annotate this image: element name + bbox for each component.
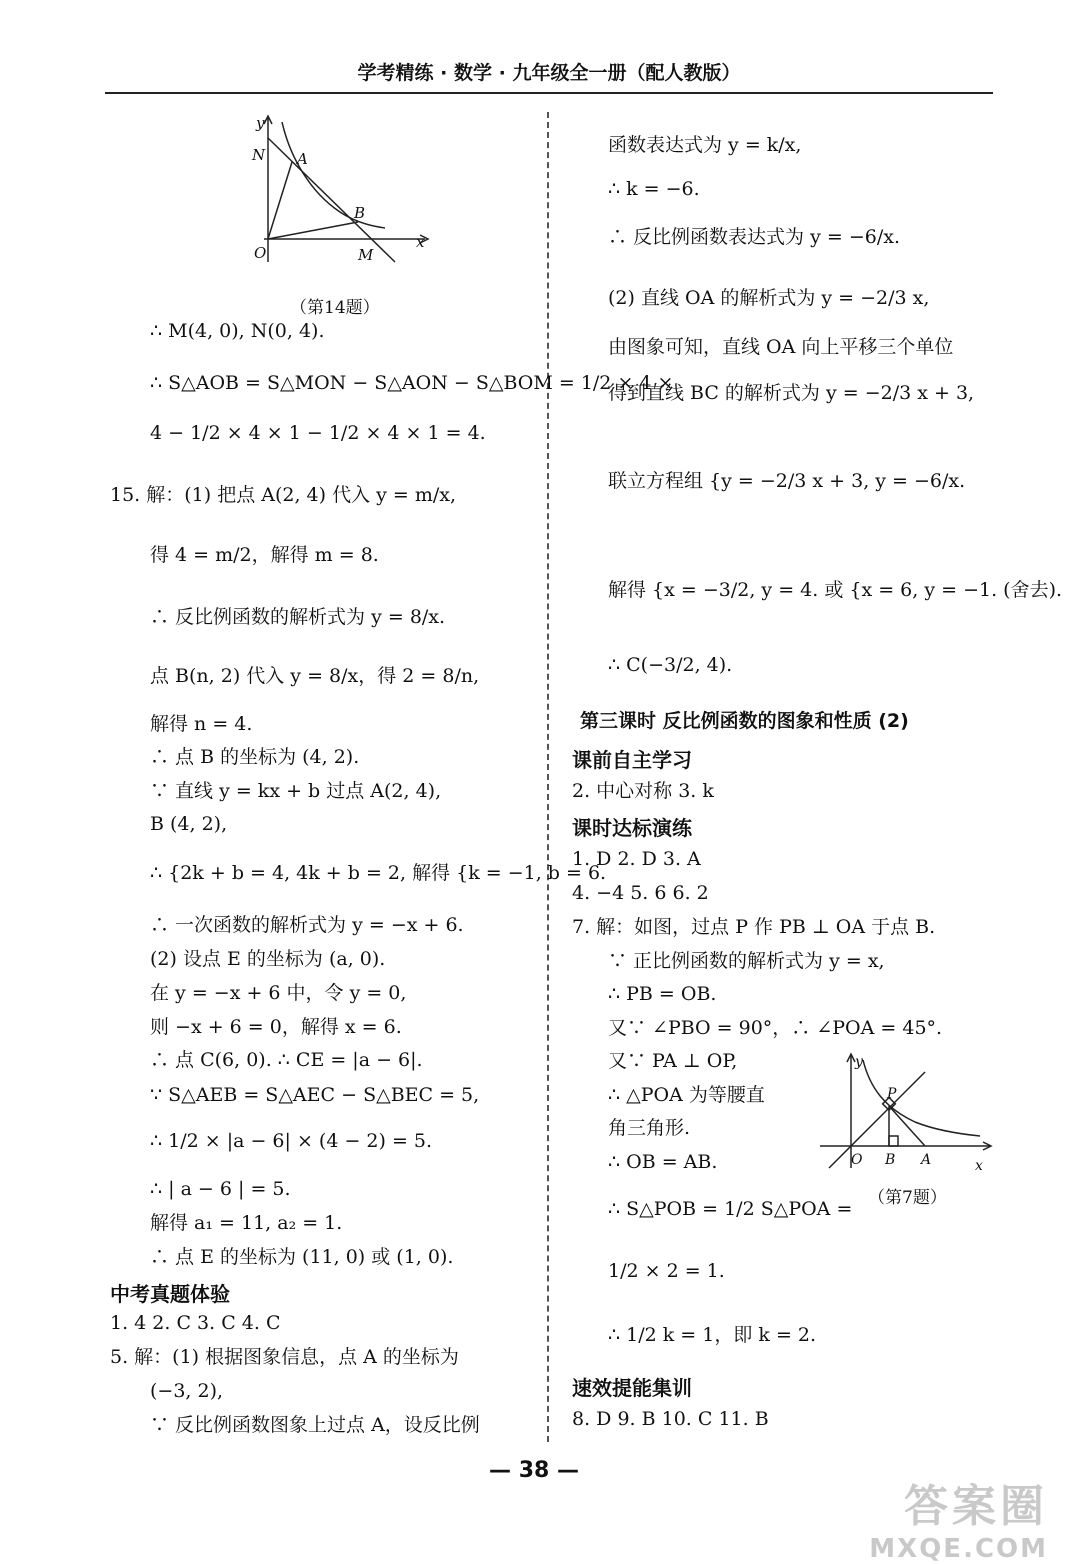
left-line: ∴ 点 E 的坐标为 (11, 0) 或 (1, 0). [150,1246,454,1268]
left-line: ∴ 反比例函数的解析式为 y = 8/x. [150,606,446,628]
subsection-drill: 速效提能集训 [572,1376,692,1400]
left-line: ∴ 点 B 的坐标为 (4, 2). [150,746,360,768]
right-line: 由图象可知，直线 OA 向上平移三个单位 [608,336,954,358]
right-sub1-line: 2. 中心对称 3. k [572,780,714,802]
left-line: (2) 设点 E 的坐标为 (a, 0). [150,948,386,970]
right-line2: 1. D 2. D 3. A [572,848,701,870]
lesson-title: 第三课时 反比例函数的图象和性质 (2) [580,710,909,732]
right-line: 联立方程组 {y = −2/3 x + 3, y = −6/x. [608,470,966,492]
left-line: ∴ | a − 6 | = 5. [150,1178,291,1200]
fig14-label-y: y [256,114,265,132]
right-line2: ∴ 1/2 k = 1，即 k = 2. [608,1324,817,1346]
subsection-practice: 课时达标演练 [572,816,692,840]
right-line2: ∵ 正比例函数的解析式为 y = x, [608,950,885,972]
left-line: B (4, 2), [150,813,228,835]
header-rule [105,92,993,94]
right-line2: 4. −4 5. 6 6. 2 [572,882,709,904]
fig14-label-x: x [416,233,425,251]
left-line: 15. 解：(1) 把点 A(2, 4) 代入 y = m/x, [110,484,457,506]
fig7-label-a: A [921,1152,932,1168]
right-line2: 1/2 × 2 = 1. [608,1260,725,1282]
right-line: 函数表达式为 y = k/x, [608,134,802,156]
fig14-label-b: B [354,204,366,222]
fig14-label-o: O [254,244,267,262]
right-line2: ∴ △POA 为等腰直 [608,1084,765,1106]
left-line: ∴ 一次函数的解析式为 y = −x + 6. [150,914,464,936]
left-line: ∴ S△AOB = S△MON − S△AON − S△BOM = 1/2 × 4 × [150,372,674,394]
left-line: 解得 a₁ = 11, a₂ = 1. [150,1212,343,1234]
left-line2: 1. 4 2. C 3. C 4. C [110,1312,281,1334]
right-line: 得到直线 BC 的解析式为 y = −2/3 x + 3, [608,382,975,404]
right-line2: 7. 解：如图，过点 P 作 PB ⊥ OA 于点 B. [572,916,936,938]
fig14-label-m: M [358,246,374,264]
page-header: 学考精练 · 数学 · 九年级全一册（配人教版） [357,62,741,84]
left-line: 解得 n = 4. [150,713,253,735]
figure-7 [815,1048,995,1178]
left-line: ∵ S△AEB = S△AEC − S△BEC = 5, [150,1084,480,1106]
right-sub3-line: 8. D 9. B 10. C 11. B [572,1408,769,1430]
right-line2: 角三角形. [608,1117,691,1139]
left-line2: (−3, 2), [150,1380,224,1402]
fig14-label-a: A [297,150,308,168]
left-line: ∴ M(4, 0), N(0, 4). [150,320,325,342]
fig7-label-y: y [855,1054,863,1070]
right-line2: ∴ OB = AB. [608,1151,718,1173]
subsection-preclass: 课前自主学习 [572,748,692,772]
right-line: 解得 {x = −3/2, y = 4. 或 {x = 6, y = −1. (舍去). [608,579,1063,601]
left-line2: 5. 解：(1) 根据图象信息，点 A 的坐标为 [110,1346,459,1368]
fig14-caption: （第14题） [290,298,380,318]
left-line: 则 −x + 6 = 0，解得 x = 6. [150,1016,402,1038]
fig7-label-b: B [885,1152,896,1168]
fig7-label-p: P [887,1086,897,1102]
right-line2: 又∵ ∠PBO = 90°，∴ ∠POA = 45°. [608,1017,943,1039]
left-line: ∴ 1/2 × |a − 6| × (4 − 2) = 5. [150,1130,433,1152]
right-line: ∴ 反比例函数表达式为 y = −6/x. [608,226,900,248]
fig7-label-o: O [851,1152,863,1168]
left-line: ∴ {2k + b = 4, 4k + b = 2, 解得 {k = −1, b = 6. [150,862,607,884]
page-number: — 38 — [489,1458,579,1483]
section-title-zhongkao: 中考真题体验 [110,1282,230,1306]
left-line2: ∵ 反比例函数图象上过点 A，设反比例 [150,1414,480,1436]
left-line: 在 y = −x + 6 中，令 y = 0, [150,982,407,1004]
left-line: 得 4 = m/2，解得 m = 8. [150,544,379,566]
fig7-caption: （第7题） [868,1188,947,1208]
right-line: (2) 直线 OA 的解析式为 y = −2/3 x, [608,287,930,309]
figure-14 [240,112,440,272]
right-line: ∴ C(−3/2, 4). [608,654,733,676]
left-line: ∵ 直线 y = kx + b 过点 A(2, 4), [150,780,442,802]
watermark-logo: 答案圈 MXQE.COM [869,1481,1048,1564]
fig14-label-n: N [252,146,266,164]
right-line2: 又∵ PA ⊥ OP, [608,1050,738,1072]
left-line: ∴ 点 C(6, 0). ∴ CE = |a − 6|. [150,1049,423,1071]
right-line2: ∴ S△POB = 1/2 S△POA = [608,1198,853,1220]
right-line: ∴ k = −6. [608,178,700,200]
right-line2: ∴ PB = OB. [608,983,717,1005]
left-line: 点 B(n, 2) 代入 y = 8/x，得 2 = 8/n, [150,665,480,687]
column-divider [547,112,549,1442]
fig7-label-x: x [975,1158,983,1174]
left-line: 4 − 1/2 × 4 × 1 − 1/2 × 4 × 1 = 4. [150,422,486,444]
